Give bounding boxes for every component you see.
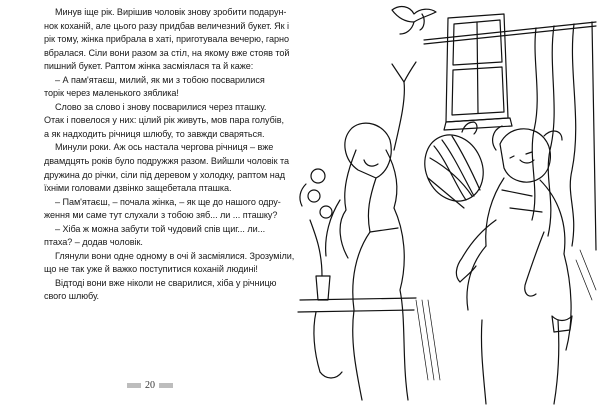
story-line: дружина до річки, сіли під деревом у холодку, раптом над [44,169,286,180]
folio-bar-right [159,383,173,388]
illustration-line-art [296,0,600,407]
story-line: пишний букет. Раптом жінка засміялася та й каже: [44,61,254,72]
story-line: Слово за слово і знову посварилися через пташку. [55,101,267,112]
curtain [424,22,596,250]
story-line: Минули роки. Аж ось настала чергова річниця – вже [55,142,274,153]
birdcage-drawing [414,122,493,211]
man-figure [456,126,572,404]
story-line: птаха? – додав чоловік. [44,237,143,248]
story-line: – Пам'ятаєш, – почала жінка, – як ще до нашого одру- [55,196,281,207]
story-line: Глянули вони одне одному в очі й засміялися. Зрозуміли, [55,250,295,261]
story-line: рік тому, жінка прибрала в хаті, приготувала вечерю, гарно [44,34,289,45]
woman-figure [326,62,416,400]
story-line: – Хіба ж можна забути той чудовий спів щиг... ли... [55,223,266,234]
coloring-illustration [296,0,600,407]
story-line: – А пам'ятаєш, милий, як ми з тобою посварилися [55,74,265,85]
bird-drawing [392,7,436,34]
story-line: вбралася. Сіли вони разом за стіл, на якому вже стояв той [44,47,290,58]
story-line: свого шлюбу. [44,291,100,302]
story-line: що не так уже й важко поступитися коханій людині! [44,264,258,275]
story-line: Минув іще рік. Вирішив чоловік знову зробити подарун- [55,7,287,17]
story-line: торік через маленького зяблика! [44,88,179,99]
page-number: 20 [145,379,155,391]
story-line: їхніми головами дзвінко защебетала пташка. [44,183,232,194]
page-number-footer [115,378,185,392]
story-line: ження ми саме тут слухали з тобою зяб... ли ... пташку? [44,210,278,221]
hatching [416,250,596,380]
table-edge [298,298,416,378]
story-line: Отак і повелося у них: цілий рік живуть, мов пара голубів, [44,115,284,126]
story-line: нок коханій, але цього разу придбав величезний букет. Як і [44,20,290,31]
story-line: Відтоді вони вже ніколи не сварилися, хіба у річницю [55,277,277,288]
story-line: двамдцять років було подружжя разом. Вийшли чоловік та [44,156,290,167]
story-text [44,6,296,304]
story-line: а як надходить річниця шлюбу, то завжди сваряться. [44,128,265,139]
folio-bar-left [127,383,141,388]
